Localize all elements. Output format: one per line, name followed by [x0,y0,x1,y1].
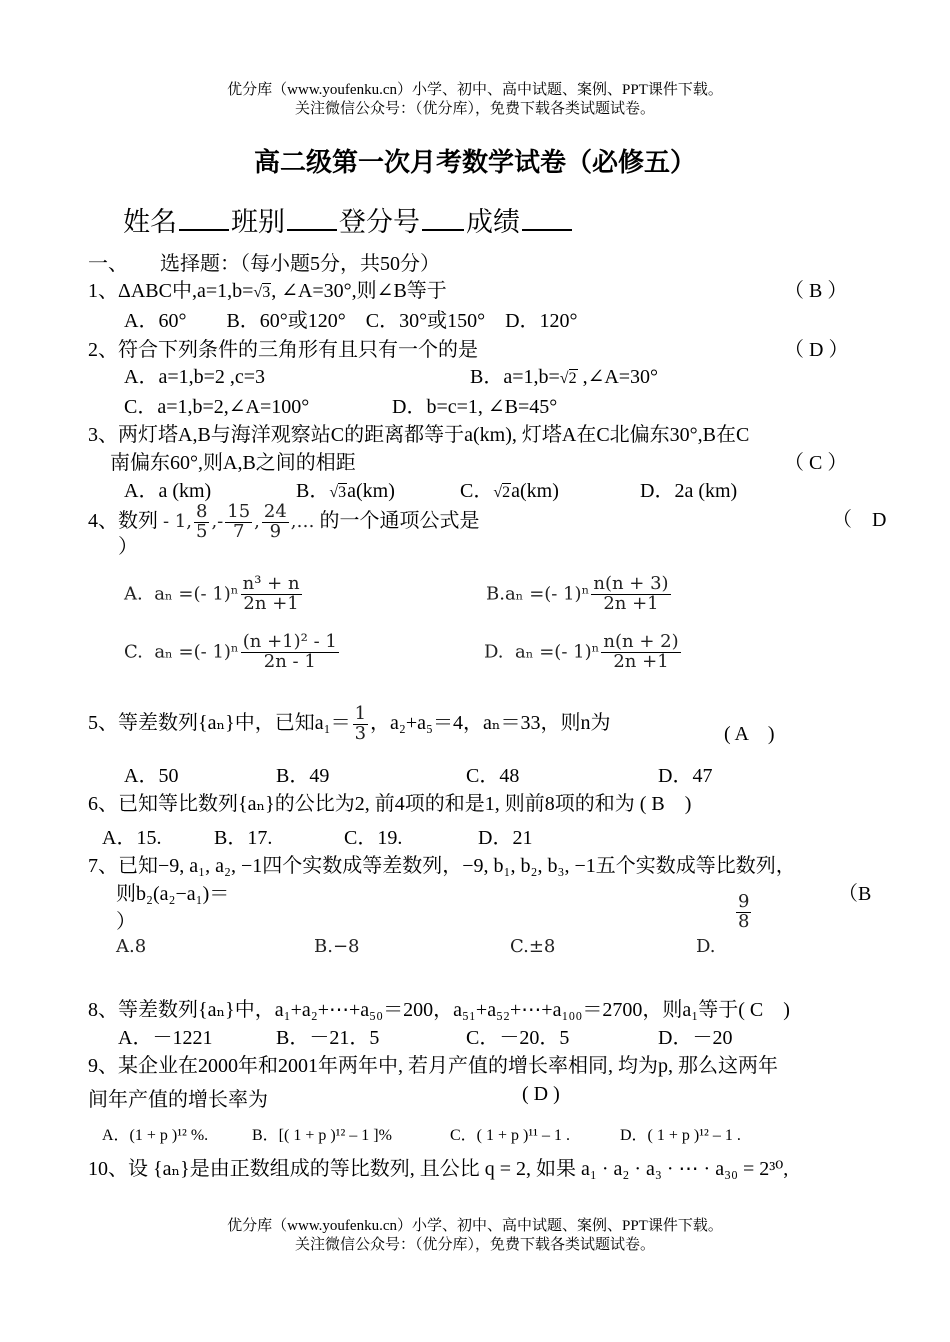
class-blank[interactable] [287,228,337,231]
q4-stem: 4、数列 - 1, $\frac{8}{5}$ ,- $\frac{15}{7}$ , $\frac{24}{9}$ ,… 的一个通项公式是 [88,501,480,542]
q4-answer-close: ） [118,536,138,558]
q7-stem-line2: 则b₂(a₂−a₁)＝ [116,883,230,905]
q1-root: 3 [262,284,271,301]
q2-option-c: C．a=1,b=2,∠A=100° [124,396,310,418]
q3-option-a: A．a (km) [124,480,212,502]
class-label: 班别 [231,207,285,237]
q3-option-b: B．√3a(km) [296,480,395,502]
q5-answer: ( A ) [724,723,775,745]
footer-line-1: 优分库（www.youfenku.cn）小学、初中、高中试题、案例、PPT课件下载。 [227,1218,723,1234]
q4-option-b: B.aₙ =(- 1)ⁿ $\frac{n(n + 3)}{2n +1}$ [486,573,669,614]
q7-stem-line1: 7、已知−9, a₁, a₂, −1四个实数成等差数列，−9, b₁, b₂, b₃, −1五个实数成等比数列， [88,855,796,877]
q7-option-d: D. [696,936,716,957]
q4-answer: （ D [832,509,887,531]
q9-stem-line1: 9、某企业在2000年和2001年两年中, 若月产值的增长率相同, 均为p, 那么这两年 [88,1055,778,1077]
q9-option-d: D．( 1 + p )¹² – 1 . [620,1127,741,1144]
q9-option-a: A．(1 + p )¹² %. [102,1127,209,1144]
q4-option-a: A. aₙ =(- 1)ⁿ $\frac{\text{n³ + n}}{2n +1}$ [124,573,300,614]
q8-stem: 8、等差数列{aₙ}中，a₁+a₂+⋯+a₅₀＝200，a₅₁+a₅₂+⋯+a₁₀₀＝2700，则a₁等于( C ) [88,999,790,1021]
q7-option-c: C.±8 [510,936,556,957]
name-label: 姓名 [123,207,177,237]
q7-answer-close: ） [116,911,136,933]
q5-option-c: C．48 [466,765,520,787]
q5-option-b: B．49 [276,765,330,787]
q9-answer: ( D ) [522,1083,560,1105]
q5-option-d: D．47 [658,765,713,787]
q6-option-a: A．15. [102,827,162,849]
q2-answer: （ D ） [784,339,849,361]
student-info [123,200,574,239]
id-label: 登分号 [339,207,420,237]
q3-stem-line1: 3、两灯塔A,B与海洋观察站C的距离都等于a(km), 灯塔A在C北偏东30°,B在C [88,424,750,446]
q5-stem: 5、等差数列{aₙ}中，已知a₁＝ $\frac{1}{3}$ ，a₂+a₅＝4，aₙ＝33，则n为 [88,703,611,744]
q6-option-b: B．17. [214,827,273,849]
section-number: 一、 [88,253,128,275]
q10-stem: 10、设 {aₙ}是由正数组成的等比数列, 且公比 q = 2, 如果 a₁ · a₂ · a₃ · ⋯ · a₃₀ = 2³⁰, [88,1158,789,1180]
q1-stem: 1、ΔABC中,a=1,b=√3, ∠A=30°,则∠B等于 [88,280,447,302]
q8-option-c: C．－20．5 [466,1027,570,1049]
q3-answer: （ C ） [784,452,848,474]
q7-option-b: B.−8 [314,936,360,957]
name-blank[interactable] [179,228,229,231]
q2-option-b: B．a=1,b=√2 ,∠A=30° [470,366,659,388]
q3-option-d: D．2a (km) [640,480,738,502]
q4-option-d: D. aₙ =(- 1)ⁿ $\frac{n(n + 2)}{2n +1}$ [484,631,679,672]
q6-option-c: C．19. [344,827,403,849]
q9-stem-line2: 间年产值的增长率为 [88,1089,268,1111]
q8-option-d: D．－20 [658,1027,733,1049]
q2-option-a: A．a=1,b=2 ,c=3 [124,366,266,388]
score-label: 成绩 [466,207,520,237]
header-line-1: 优分库（www.youfenku.cn）小学、初中、高中试题、案例、PPT课件下载。 [227,82,723,98]
section-label: 选择题：（每小题5分，共50分） [160,253,440,275]
q6-stem: 6、已知等比数列{aₙ}的公比为2, 前4项的和是1, 则前8项的和为 ( B ) [88,793,692,815]
q2-option-d: D．b=c=1, ∠B=45° [392,396,558,418]
page-title: 高二级第一次月考数学试卷（必修五） [253,148,696,178]
q1-options: A．60° B．60°或120° C．30°或150° D．120° [124,310,578,332]
score-blank[interactable] [522,228,572,231]
q4-option-c: C. aₙ =(- 1)ⁿ $\frac{\text{(n +1)² - 1}}{2n - 1}$ [124,631,337,672]
q9-option-c: C．( 1 + p )¹¹ – 1 . [450,1127,570,1144]
q9-option-b: B．[( 1 + p )¹² – 1 ]% [252,1127,392,1144]
q1-answer: （ B ） [784,280,848,302]
q5-option-a: A．50 [124,765,179,787]
id-blank[interactable] [422,228,464,231]
header-line-2: 关注微信公众号：（优分库），免费下载各类试题试卷。 [294,101,655,117]
q3-stem-line2: 南偏东60°,则A,B之间的相距 [110,452,356,474]
q7-answer: （B [838,883,872,905]
footer-line-2: 关注微信公众号：（优分库），免费下载各类试题试卷。 [294,1237,655,1253]
q7-option-a: A.8 [116,936,147,957]
q7-option-d-fraction: $\frac{9}{8}$ [738,891,750,932]
q3-option-c: C．√2a(km) [460,480,559,502]
q2-stem: 2、符合下列条件的三角形有且只有一个的是 [88,339,478,361]
q6-option-d: D．21 [478,827,533,849]
q8-option-a: A．－1221 [118,1027,213,1049]
q8-option-b: B．－21．5 [276,1027,380,1049]
